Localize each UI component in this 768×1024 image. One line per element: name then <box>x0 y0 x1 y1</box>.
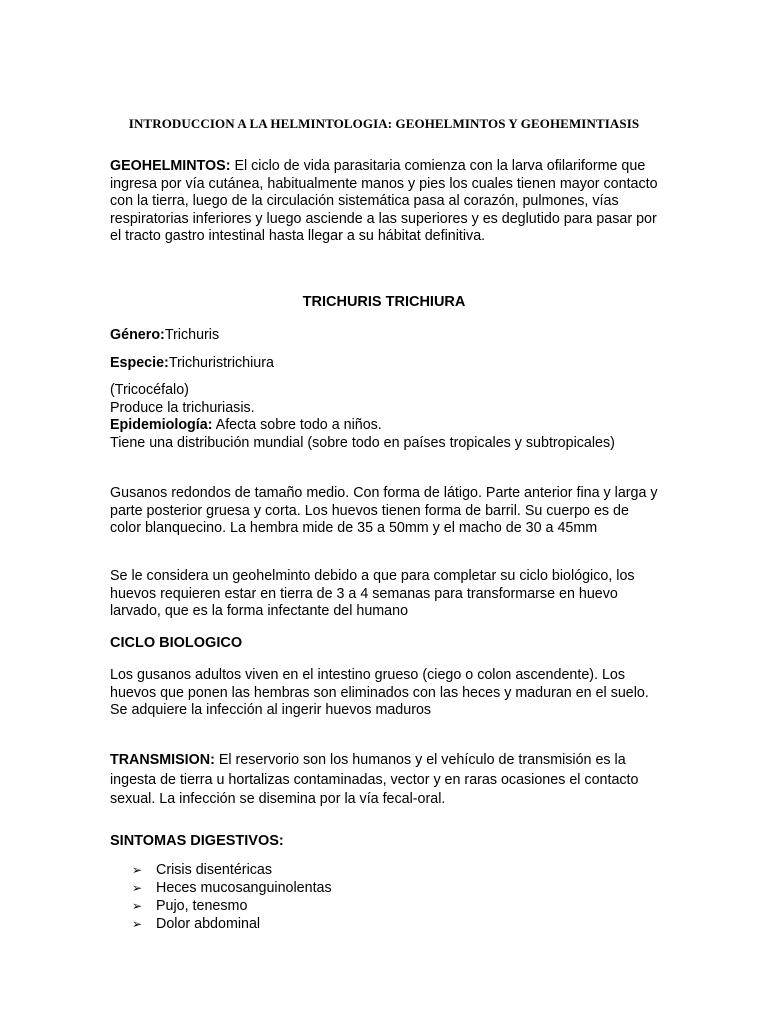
trichuris-heading: TRICHURIS TRICHIURA <box>302 294 466 310</box>
sintomas-list <box>110 861 332 933</box>
list-item: ➢ Dolor abdominal <box>132 916 261 932</box>
geohelmintos-label: GEOHELMINTOS: <box>110 158 231 174</box>
transmision-text: El reservorio son los humanos y el vehículo de transmisión es la ingesta de tierra u hortalizas contaminadas, vector y en raras ocasiones el contacto sexual. La infección se disemina por la vía fecal-oral. <box>110 752 639 807</box>
arrow-bullet-icon: ➢ <box>132 917 143 931</box>
description-block <box>110 382 658 452</box>
tricocefalo-line: (Tricocéfalo) <box>110 382 189 398</box>
ciclo-heading: CICLO BIOLOGICO <box>110 635 243 651</box>
geohelmintos-text: El ciclo de vida parasitaria comienza con la larva ofilariforme que ingresa por vía cutánea, habitualmente manos y pies los cuales tienen mayor contacto con la tierra, luego de la circulación sistemática pasa al corazón, pulmones, vías respiratorias inferiores y luego asciende a las superiores y es deglutido para pasar por el tracto gastro intestinal hasta llegar a su hábitat definitiva. <box>110 158 658 244</box>
especie-label: Especie: <box>110 355 169 371</box>
arrow-bullet-icon: ➢ <box>132 863 143 877</box>
transmision-paragraph <box>110 751 658 810</box>
epidemiologia-value: Afecta sobre todo a niños. <box>212 417 382 433</box>
genero-line <box>110 327 658 345</box>
geohelmintos-paragraph <box>110 158 658 246</box>
gusanos-paragraph: Gusanos redondos de tamaño medio. Con forma de látigo. Parte anterior fina y larga y parte posterior gruesa y corta. Los huevos tienen forma de barril. Su cuerpo es de color blanquecino. La hembra mide de 35 a 50mm y el macho de 30 a 45mm <box>110 485 658 536</box>
especie-value: Trichuristrichiura <box>168 355 274 371</box>
produce-line: Produce la trichuriasis. <box>110 399 255 416</box>
ciclo-line-1: Los gusanos adultos viven en el intestino grueso (ciego o colon ascendente). Los huevos que ponen las hembras son eliminados con las heces y maduran en el suelo. <box>110 667 649 701</box>
list-item: ➢ Pujo, tenesmo <box>132 898 248 914</box>
especie-line <box>110 355 658 373</box>
document-title: INTRODUCCION A LA HELMINTOLOGIA: GEOHELMINTOS Y GEOHEMINTIASIS <box>128 116 640 131</box>
list-item: ➢ Heces mucosanguinolentas <box>132 880 332 896</box>
transmision-label: TRANSMISION: <box>110 752 215 768</box>
arrow-bullet-icon: ➢ <box>132 899 143 913</box>
genero-value: Trichuris <box>164 327 220 343</box>
geohelminto-paragraph: Se le considera un geohelminto debido a que para completar su ciclo biológico, los huevos requieren estar en tierra de 3 a 4 semanas para transformarse en huevo larvado, que es la forma infectante del humano <box>110 568 635 619</box>
epidemiologia-label: Epidemiología: <box>110 417 213 433</box>
sintomas-heading: SINTOMAS DIGESTIVOS: <box>110 833 284 849</box>
ciclo-line-2: Se adquiere la infección al ingerir huevos maduros <box>110 702 432 718</box>
ciclo-paragraph <box>110 667 658 720</box>
distribucion-line: Tiene una distribución mundial (sobre todo en países tropicales y subtropicales) <box>110 434 615 451</box>
arrow-bullet-icon: ➢ <box>132 881 143 895</box>
genero-label: Género: <box>110 327 165 343</box>
epidemiologia-line <box>110 417 658 435</box>
list-item: ➢ Crisis disentéricas <box>132 862 272 878</box>
